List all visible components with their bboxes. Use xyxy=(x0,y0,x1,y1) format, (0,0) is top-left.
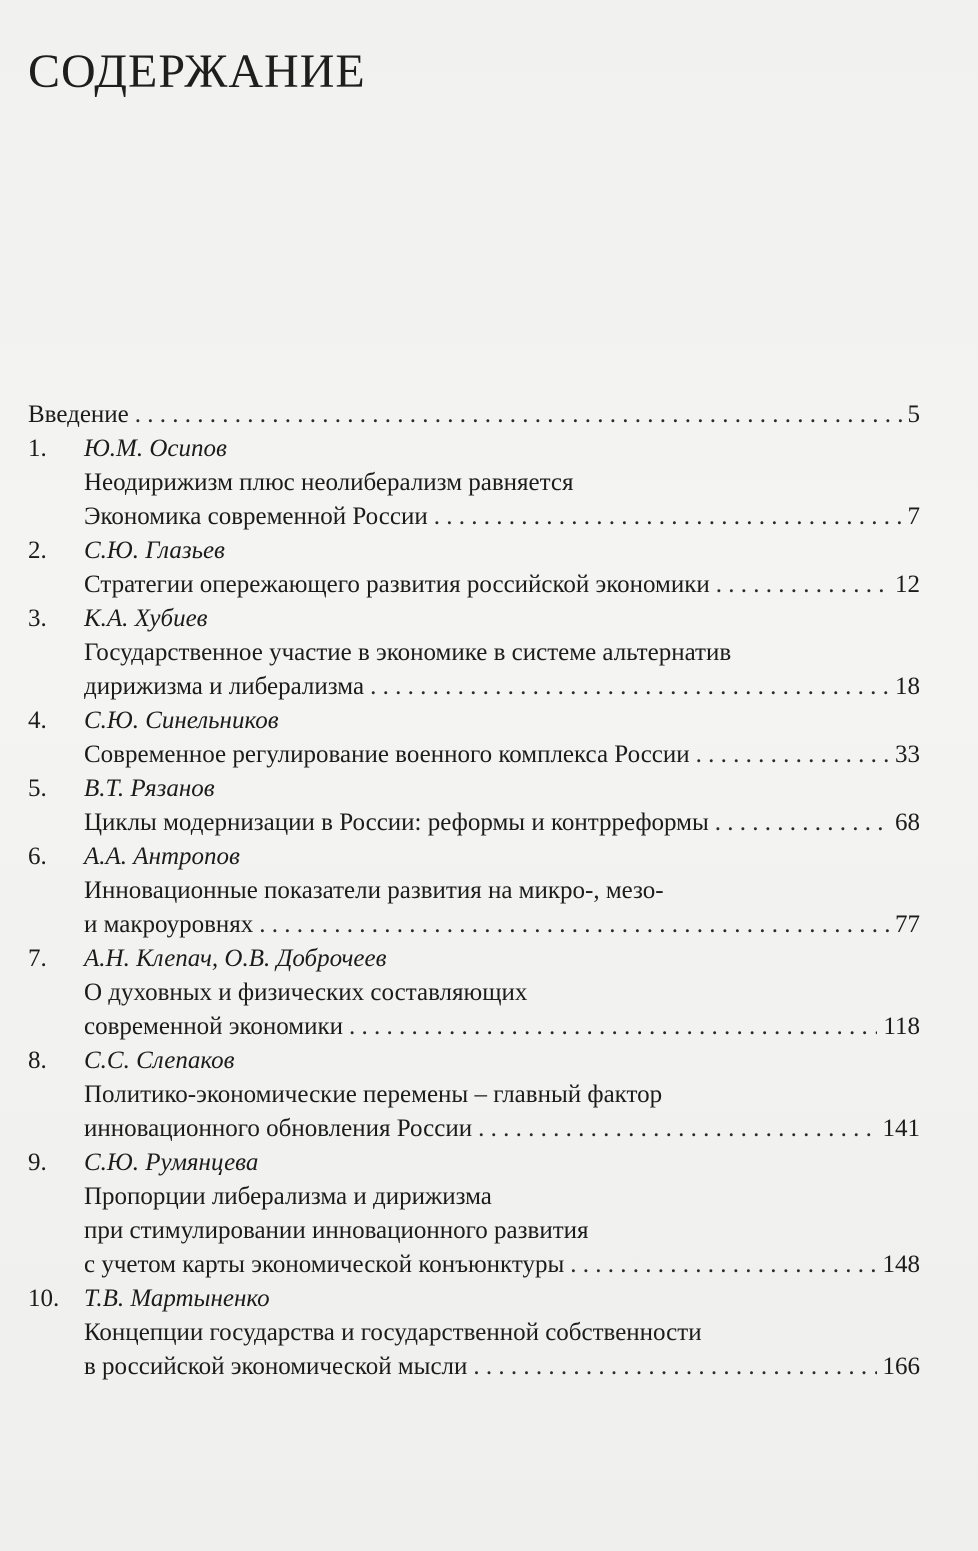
toc-entry-title: Инновационные показатели развития на микро-, мезо- xyxy=(84,877,664,904)
toc-entry-page: 12 xyxy=(895,571,920,598)
toc-entry-title: современной экономики xyxy=(84,1013,344,1040)
toc-entry-title-line-link[interactable] xyxy=(28,738,920,772)
toc-entry-title: в российской экономической мысли xyxy=(84,1353,468,1380)
toc-entry-author-line xyxy=(28,534,920,568)
toc-entry-number: 3. xyxy=(28,605,47,632)
toc-entry-title: с учетом карты экономической конъюнктуры xyxy=(84,1251,565,1278)
toc-entry-title-line xyxy=(28,1214,920,1248)
toc-entry-title: Циклы модернизации в России: реформы и контрреформы xyxy=(84,809,709,836)
toc-entry-page: 33 xyxy=(895,741,920,768)
toc-entry-page: 68 xyxy=(895,809,920,836)
toc-entry-number: 9. xyxy=(28,1149,47,1176)
toc-entry-title: О духовных и физических составляющих xyxy=(84,979,528,1006)
toc-entry-author: Т.В. Мартыненко xyxy=(84,1285,270,1312)
toc-entry-title: при стимулировании инновационного развития xyxy=(84,1217,589,1244)
toc-entry-number: 6. xyxy=(28,843,47,870)
toc-entry-title-line-link[interactable] xyxy=(28,1112,920,1146)
toc-entry-title: Концепции государства и государственной собственности xyxy=(84,1319,702,1346)
toc-entry-author-line xyxy=(28,1282,920,1316)
toc-entry-title: инновационного обновления России xyxy=(84,1115,473,1142)
toc-entry-title: Современное регулирование военного комплекса России xyxy=(84,741,690,768)
toc-entry-author-line xyxy=(28,704,920,738)
toc-entry-number: 4. xyxy=(28,707,47,734)
toc-entry-title-line xyxy=(28,1078,920,1112)
dot-leader xyxy=(473,1350,876,1384)
toc-entry-author-line xyxy=(28,1146,920,1180)
dot-leader xyxy=(434,500,902,534)
toc-entry-author-line xyxy=(28,1044,920,1078)
toc-intro-page: 5 xyxy=(907,401,920,428)
toc-entry-author: С.Ю. Глазьев xyxy=(84,537,225,564)
toc-entry-author: А.Н. Клепач, О.В. Доброчеев xyxy=(84,945,387,972)
toc-entry-author: В.Т. Рязанов xyxy=(84,775,215,802)
toc-entry-number: 10. xyxy=(28,1285,60,1312)
toc-entry-title-line-link[interactable] xyxy=(28,500,920,534)
toc-entry-number: 1. xyxy=(28,435,47,462)
toc-entry-number: 7. xyxy=(28,945,47,972)
toc-entry-title: Стратегии опережающего развития российской экономики xyxy=(84,571,710,598)
toc-entry-title-line xyxy=(28,466,920,500)
toc-entry-title: Пропорции либерализма и дирижизма xyxy=(84,1183,492,1210)
toc-entry-author-line xyxy=(28,840,920,874)
dot-leader xyxy=(478,1112,876,1146)
toc-entry-page: 141 xyxy=(882,1115,920,1142)
toc-entry-title-line xyxy=(28,636,920,670)
toc-entry-page: 148 xyxy=(882,1251,920,1278)
toc-entry-author-line xyxy=(28,432,920,466)
toc-entry-title-line xyxy=(28,1180,920,1214)
toc-entry-author: К.А. Хубиев xyxy=(84,605,208,632)
toc-entry-author: С.С. Слепаков xyxy=(84,1047,235,1074)
toc-entry-title-line-link[interactable] xyxy=(28,806,920,840)
table-of-contents xyxy=(28,398,920,1384)
toc-entry-author: А.А. Антропов xyxy=(84,843,240,870)
toc-entry-title-line-link[interactable] xyxy=(28,670,920,704)
toc-entry-author-line xyxy=(28,772,920,806)
toc-entry-title: Неодирижизм плюс неолиберализм равняется xyxy=(84,469,574,496)
dot-leader xyxy=(259,908,889,942)
toc-entry-title-line xyxy=(28,1316,920,1350)
toc-entry-author-line xyxy=(28,602,920,636)
toc-entry-number: 8. xyxy=(28,1047,47,1074)
dot-leader xyxy=(716,568,889,602)
toc-entry-author-line xyxy=(28,942,920,976)
toc-entry-title: и макроуровнях xyxy=(84,911,254,938)
toc-entry-title: Политико-экономические перемены – главный фактор xyxy=(84,1081,663,1108)
dot-leader xyxy=(715,806,889,840)
toc-entry-author: С.Ю. Румянцева xyxy=(84,1149,259,1176)
toc-entry-page: 118 xyxy=(883,1013,920,1040)
toc-entry-page: 7 xyxy=(907,503,920,530)
toc-entry-title-line-link[interactable] xyxy=(28,1248,920,1282)
dot-leader xyxy=(135,398,902,432)
dot-leader xyxy=(696,738,889,772)
toc-entry-title-line-link[interactable] xyxy=(28,908,920,942)
toc-entry-title-line xyxy=(28,874,920,908)
dot-leader xyxy=(370,670,889,704)
toc-entry-title-line-link[interactable] xyxy=(28,1350,920,1384)
toc-entry-title: дирижизма и либерализма xyxy=(84,673,365,700)
toc-entry-page: 166 xyxy=(882,1353,920,1380)
toc-entry-title-line xyxy=(28,976,920,1010)
toc-entry-number: 2. xyxy=(28,537,47,564)
dot-leader xyxy=(349,1010,877,1044)
toc-entry-number: 5. xyxy=(28,775,47,802)
toc-entry-page: 77 xyxy=(895,911,920,938)
dot-leader xyxy=(570,1248,876,1282)
toc-entry-author: С.Ю. Синельников xyxy=(84,707,279,734)
toc-intro-title: Введение xyxy=(28,401,129,428)
toc-entry-title-line-link[interactable] xyxy=(28,1010,920,1044)
toc-entry-page: 18 xyxy=(895,673,920,700)
toc-entry-title-line-link[interactable] xyxy=(28,568,920,602)
toc-entry-title: Государственное участие в экономике в системе альтернатив xyxy=(84,639,732,666)
toc-entry-title: Экономика современной России xyxy=(84,503,428,530)
toc-intro-line[interactable] xyxy=(28,398,920,432)
page-title: СОДЕРЖАНИЕ xyxy=(28,45,366,98)
toc-entry-author: Ю.М. Осипов xyxy=(84,435,227,462)
